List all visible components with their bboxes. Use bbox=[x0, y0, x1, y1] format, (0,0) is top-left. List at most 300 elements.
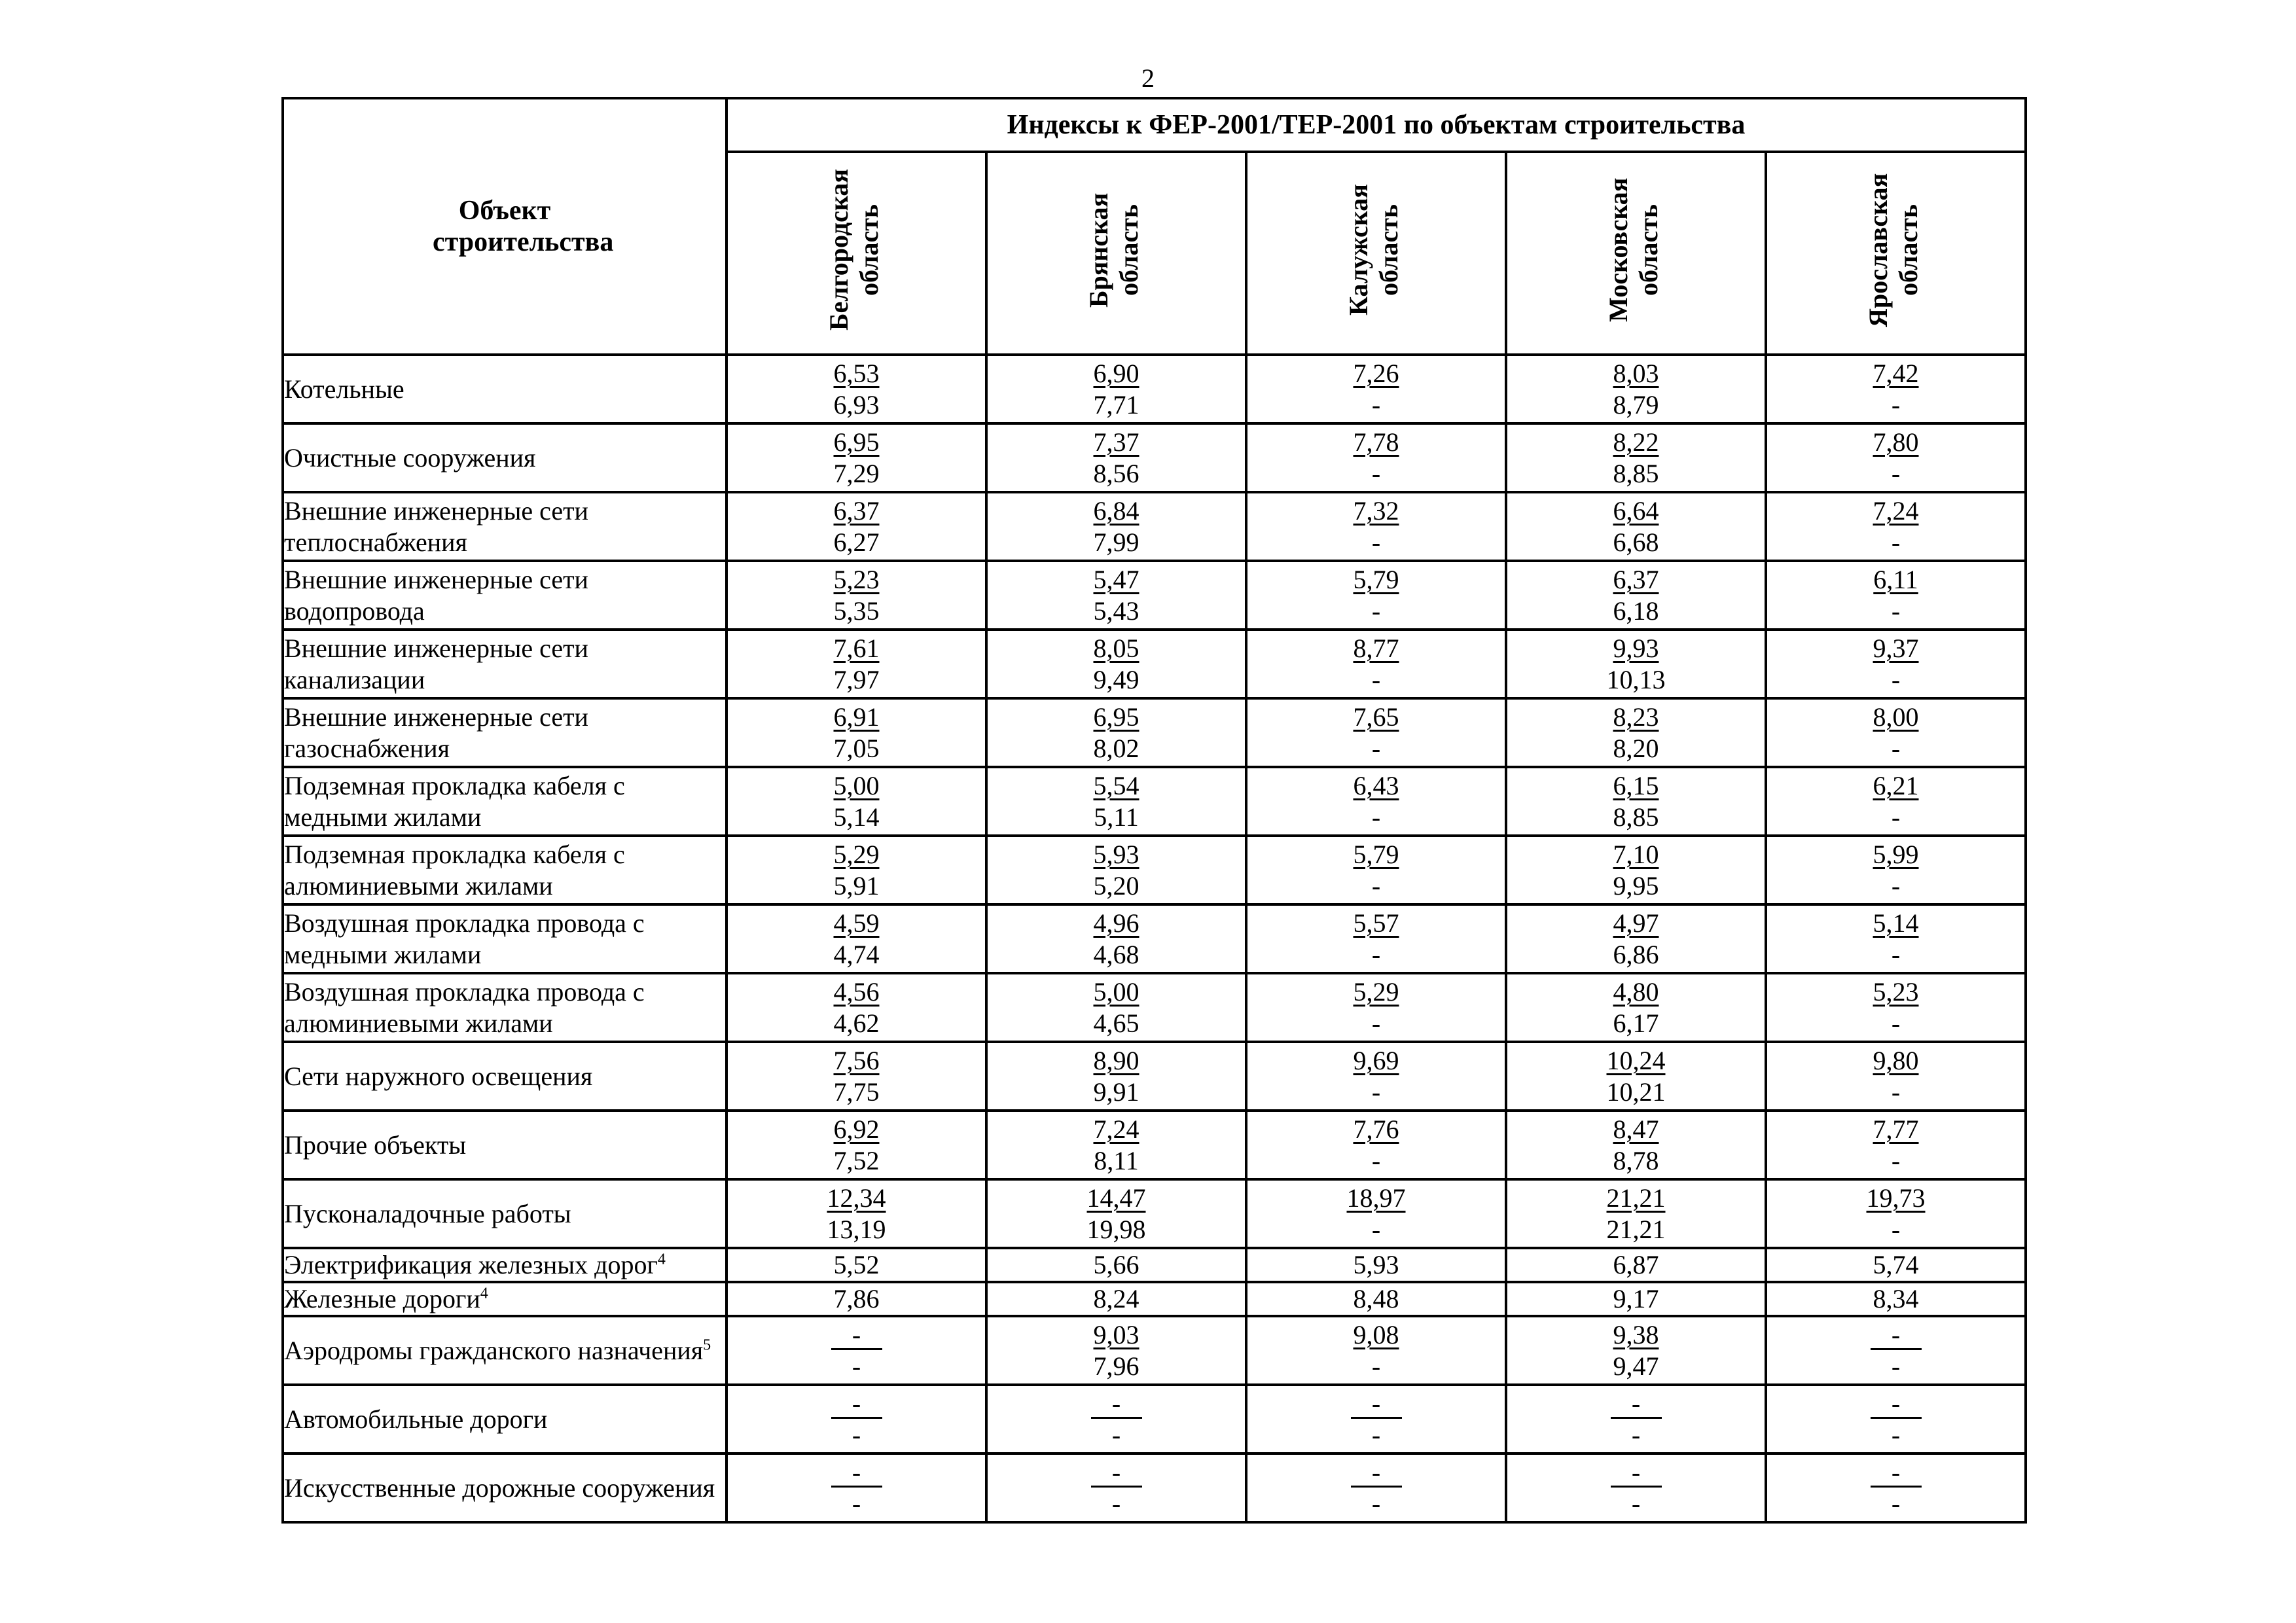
object-name-cell bbox=[283, 836, 726, 904]
index-fer: 9,38 bbox=[1613, 1319, 1659, 1349]
index-fer: 7,80 bbox=[1873, 427, 1919, 457]
index-cell bbox=[1246, 698, 1506, 767]
index-fer: 7,56 bbox=[833, 1045, 880, 1075]
index-cell bbox=[1506, 1179, 1766, 1248]
index-fer: 5,79 bbox=[1353, 564, 1399, 594]
index-cell bbox=[726, 423, 986, 492]
index-cell: 6,87 bbox=[1506, 1248, 1766, 1282]
index-fer: - bbox=[831, 1459, 882, 1488]
index-ter: - bbox=[1891, 1351, 1901, 1381]
index-fer: 9,08 bbox=[1353, 1319, 1399, 1349]
index-cell bbox=[986, 1179, 1246, 1248]
region-label: Ярославская область bbox=[1863, 173, 1923, 327]
index-cell bbox=[1506, 767, 1766, 836]
index-cell bbox=[1506, 1454, 1766, 1522]
index-cell bbox=[986, 1454, 1246, 1522]
index-cell bbox=[1766, 492, 2026, 561]
object-name-cell bbox=[283, 1282, 726, 1316]
index-ter: 4,62 bbox=[833, 1008, 880, 1038]
index-ter: - bbox=[1371, 870, 1381, 901]
index-ter: - bbox=[1371, 1488, 1381, 1518]
index-ter: - bbox=[1891, 1488, 1901, 1518]
index-cell bbox=[1506, 698, 1766, 767]
index-cell bbox=[986, 698, 1246, 767]
index-cell bbox=[986, 1385, 1246, 1454]
index-ter: - bbox=[1111, 1419, 1121, 1450]
index-fer: 6,37 bbox=[833, 495, 880, 526]
object-name-cell bbox=[283, 1248, 726, 1282]
index-ter: - bbox=[1371, 596, 1381, 626]
object-name: Искусственные дорожные сооружения bbox=[284, 1472, 715, 1503]
index-cell bbox=[986, 1316, 1246, 1385]
index-fer: 7,37 bbox=[1093, 427, 1139, 457]
table-row bbox=[283, 1385, 2026, 1454]
index-fer: 4,56 bbox=[833, 976, 880, 1007]
index-cell bbox=[726, 904, 986, 973]
index-ter: - bbox=[1891, 939, 1901, 969]
index-ter: - bbox=[852, 1351, 861, 1381]
index-fer: 7,10 bbox=[1613, 839, 1659, 869]
index-cell bbox=[1766, 767, 2026, 836]
index-fer: 8,05 bbox=[1093, 633, 1139, 663]
index-cell: 5,93 bbox=[1246, 1248, 1506, 1282]
index-ter: - bbox=[1371, 1419, 1381, 1450]
index-ter: 5,35 bbox=[833, 596, 880, 626]
index-ter: 8,02 bbox=[1093, 733, 1139, 763]
index-fer: 6,53 bbox=[833, 358, 880, 388]
index-fer: 7,78 bbox=[1353, 427, 1399, 457]
index-ter: - bbox=[852, 1419, 861, 1450]
index-ter: - bbox=[1891, 1419, 1901, 1450]
table-row bbox=[283, 1042, 2026, 1111]
index-ter: 5,91 bbox=[833, 870, 880, 901]
index-fer: 6,15 bbox=[1613, 770, 1659, 800]
index-cell bbox=[1506, 1316, 1766, 1385]
index-fer: - bbox=[831, 1322, 882, 1350]
index-ter: 8,79 bbox=[1613, 389, 1659, 419]
index-ter: 5,43 bbox=[1093, 596, 1139, 626]
index-ter: 9,49 bbox=[1093, 664, 1139, 694]
index-cell bbox=[1506, 1385, 1766, 1454]
index-fer: 6,43 bbox=[1353, 770, 1399, 800]
index-ter: - bbox=[1891, 527, 1901, 557]
index-ter: 6,93 bbox=[833, 389, 880, 419]
index-cell bbox=[1506, 423, 1766, 492]
index-fer: 12,34 bbox=[827, 1183, 886, 1213]
index-cell bbox=[726, 630, 986, 698]
index-cell: 5,74 bbox=[1766, 1248, 2026, 1282]
index-fer: 9,69 bbox=[1353, 1045, 1399, 1075]
index-ter: 7,52 bbox=[833, 1145, 880, 1175]
index-fer: 5,54 bbox=[1093, 770, 1139, 800]
index-fer: 9,37 bbox=[1873, 633, 1919, 663]
index-cell bbox=[986, 904, 1246, 973]
object-name: Внешние инженерные сети теплоснабжения bbox=[284, 495, 588, 557]
index-cell bbox=[986, 973, 1246, 1042]
table-row bbox=[283, 836, 2026, 904]
index-cell bbox=[1506, 973, 1766, 1042]
index-fer: 9,93 bbox=[1613, 633, 1659, 663]
index-fer: 19,73 bbox=[1866, 1183, 1926, 1213]
table-row bbox=[283, 1111, 2026, 1179]
index-cell: 9,17 bbox=[1506, 1282, 1766, 1316]
index-ter: 9,47 bbox=[1613, 1351, 1659, 1381]
object-name: Электрификация железных дорог bbox=[284, 1250, 658, 1279]
index-ter: 9,95 bbox=[1613, 870, 1659, 901]
index-ter: 7,29 bbox=[833, 458, 880, 488]
index-ter: - bbox=[1891, 802, 1901, 832]
page-number: 2 bbox=[1141, 63, 1155, 93]
index-cell bbox=[1246, 1179, 1506, 1248]
index-cell bbox=[986, 1042, 1246, 1111]
index-fer: - bbox=[1871, 1322, 1922, 1350]
index-ter: 10,21 bbox=[1606, 1077, 1666, 1107]
region-header-moscow bbox=[1506, 152, 1766, 355]
index-cell bbox=[1506, 492, 1766, 561]
index-cell bbox=[726, 698, 986, 767]
index-fer: 5,79 bbox=[1353, 839, 1399, 869]
index-ter: 7,75 bbox=[833, 1077, 880, 1107]
index-ter: 7,99 bbox=[1093, 527, 1139, 557]
index-ter: - bbox=[1891, 870, 1901, 901]
index-cell bbox=[1766, 561, 2026, 630]
index-fer: 7,61 bbox=[833, 633, 880, 663]
region-label: Белгородская область bbox=[823, 169, 884, 331]
index-ter: - bbox=[1891, 1077, 1901, 1107]
object-name: Очистные сооружения bbox=[284, 442, 536, 473]
table-row bbox=[283, 1179, 2026, 1248]
index-cell bbox=[1766, 1385, 2026, 1454]
object-name-cell bbox=[283, 1179, 726, 1248]
object-column-header bbox=[283, 98, 726, 355]
index-ter: - bbox=[1891, 458, 1901, 488]
index-cell bbox=[1246, 423, 1506, 492]
index-fer: 7,42 bbox=[1873, 358, 1919, 388]
index-ter: 6,18 bbox=[1613, 596, 1659, 626]
index-ter: - bbox=[1371, 664, 1381, 694]
index-table bbox=[281, 97, 2027, 1524]
object-name-cell bbox=[283, 423, 726, 492]
index-fer: 4,80 bbox=[1613, 976, 1659, 1007]
footnote-marker: 4 bbox=[657, 1251, 666, 1268]
index-ter: 21,21 bbox=[1606, 1214, 1666, 1244]
object-name: Воздушная прокладка провода с медными жилами bbox=[284, 908, 645, 969]
index-fer: 10,24 bbox=[1606, 1045, 1666, 1075]
index-ter: 8,11 bbox=[1094, 1145, 1139, 1175]
index-fer: - bbox=[1351, 1459, 1402, 1488]
object-name: Железные дороги bbox=[284, 1284, 480, 1313]
index-fer: 7,26 bbox=[1353, 358, 1399, 388]
index-fer: 14,47 bbox=[1086, 1183, 1146, 1213]
index-ter: 6,86 bbox=[1613, 939, 1659, 969]
index-fer: 6,92 bbox=[833, 1114, 880, 1144]
table-row bbox=[283, 1316, 2026, 1385]
index-fer: - bbox=[1091, 1391, 1142, 1419]
object-name: Сети наружного освещения bbox=[284, 1061, 593, 1091]
object-name-cell bbox=[283, 1385, 726, 1454]
index-fer: - bbox=[1871, 1391, 1922, 1419]
index-fer: 5,57 bbox=[1353, 908, 1399, 938]
index-ter: 7,71 bbox=[1093, 389, 1139, 419]
index-fer: 5,29 bbox=[1353, 976, 1399, 1007]
region-header-yaroslavl bbox=[1766, 152, 2026, 355]
index-fer: 6,91 bbox=[833, 702, 880, 732]
index-fer: 4,59 bbox=[833, 908, 880, 938]
index-cell bbox=[726, 973, 986, 1042]
index-ter: - bbox=[1371, 458, 1381, 488]
index-fer: 5,23 bbox=[1873, 976, 1919, 1007]
index-ter: 8,85 bbox=[1613, 458, 1659, 488]
index-ter: 8,20 bbox=[1613, 733, 1659, 763]
index-cell bbox=[1246, 836, 1506, 904]
index-fer: 7,76 bbox=[1353, 1114, 1399, 1144]
object-name-cell bbox=[283, 973, 726, 1042]
index-ter: 5,11 bbox=[1094, 802, 1139, 832]
object-name-cell bbox=[283, 904, 726, 973]
object-name-cell bbox=[283, 355, 726, 423]
index-ter: 10,13 bbox=[1606, 664, 1666, 694]
index-ter: 9,91 bbox=[1093, 1077, 1139, 1107]
index-fer: 8,23 bbox=[1613, 702, 1659, 732]
index-fer: 8,00 bbox=[1873, 702, 1919, 732]
index-ter: - bbox=[1371, 527, 1381, 557]
object-name-cell bbox=[283, 1042, 726, 1111]
object-name-cell bbox=[283, 767, 726, 836]
index-cell bbox=[1766, 1111, 2026, 1179]
index-cell bbox=[726, 1111, 986, 1179]
index-fer: 9,03 bbox=[1093, 1319, 1139, 1349]
index-fer: 6,95 bbox=[1093, 702, 1139, 732]
index-fer: 6,84 bbox=[1093, 495, 1139, 526]
index-fer: 21,21 bbox=[1606, 1183, 1666, 1213]
object-name: Автомобильные дороги bbox=[284, 1404, 548, 1434]
index-cell bbox=[726, 1385, 986, 1454]
index-cell: 7,86 bbox=[726, 1282, 986, 1316]
index-cell bbox=[1766, 630, 2026, 698]
index-fer: - bbox=[1611, 1391, 1662, 1419]
index-ter: - bbox=[1891, 1008, 1901, 1038]
index-cell bbox=[1246, 561, 1506, 630]
region-header-bryansk bbox=[986, 152, 1246, 355]
index-cell bbox=[726, 1454, 986, 1522]
index-ter: - bbox=[1891, 389, 1901, 419]
object-name: Пусконаладочные работы bbox=[284, 1198, 571, 1228]
index-fer: 8,22 bbox=[1613, 427, 1659, 457]
index-ter: 7,05 bbox=[833, 733, 880, 763]
index-ter: 13,19 bbox=[827, 1214, 886, 1244]
object-name-cell bbox=[283, 1316, 726, 1385]
object-name-cell bbox=[283, 698, 726, 767]
index-ter: - bbox=[1631, 1488, 1641, 1518]
index-cell: 8,24 bbox=[986, 1282, 1246, 1316]
index-ter: 4,65 bbox=[1093, 1008, 1139, 1038]
index-cell bbox=[1246, 355, 1506, 423]
index-fer: 6,64 bbox=[1613, 495, 1659, 526]
index-cell bbox=[1506, 561, 1766, 630]
index-ter: - bbox=[1371, 389, 1381, 419]
table-row bbox=[283, 423, 2026, 492]
index-fer: 4,96 bbox=[1093, 908, 1139, 938]
index-fer: 6,95 bbox=[833, 427, 880, 457]
index-cell: 5,52 bbox=[726, 1248, 986, 1282]
index-fer: 7,24 bbox=[1873, 495, 1919, 526]
index-fer: 6,37 bbox=[1613, 564, 1659, 594]
index-ter: - bbox=[1371, 939, 1381, 969]
index-fer: 4,97 bbox=[1613, 908, 1659, 938]
object-name: Котельные bbox=[284, 374, 404, 404]
region-label: Московская область bbox=[1603, 177, 1663, 323]
table-row bbox=[283, 1282, 2026, 1316]
index-cell bbox=[1766, 1454, 2026, 1522]
index-fer: 5,99 bbox=[1873, 839, 1919, 869]
footnote-marker: 4 bbox=[480, 1285, 488, 1302]
index-fer: 8,90 bbox=[1093, 1045, 1139, 1075]
table-row bbox=[283, 355, 2026, 423]
index-cell: 8,34 bbox=[1766, 1282, 2026, 1316]
index-ter: 6,68 bbox=[1613, 527, 1659, 557]
index-cell bbox=[726, 1042, 986, 1111]
object-name: Прочие объекты bbox=[284, 1130, 467, 1160]
object-name: Внешние инженерные сети газоснабжения bbox=[284, 702, 588, 763]
group-header: Индексы к ФЕР-2001/ТЕР-2001 по объектам строительства bbox=[726, 98, 2026, 152]
index-fer: 5,00 bbox=[833, 770, 880, 800]
index-cell bbox=[986, 561, 1246, 630]
index-fer: 7,32 bbox=[1353, 495, 1399, 526]
table-row bbox=[283, 973, 2026, 1042]
index-cell bbox=[1246, 630, 1506, 698]
index-cell bbox=[726, 1316, 986, 1385]
index-cell bbox=[1246, 973, 1506, 1042]
index-cell bbox=[1506, 355, 1766, 423]
index-ter: 4,68 bbox=[1093, 939, 1139, 969]
object-name-cell bbox=[283, 630, 726, 698]
index-fer: 6,21 bbox=[1873, 770, 1919, 800]
index-cell bbox=[1506, 630, 1766, 698]
table-row bbox=[283, 1454, 2026, 1522]
index-cell bbox=[1246, 492, 1506, 561]
index-cell bbox=[1246, 1454, 1506, 1522]
table-row bbox=[283, 492, 2026, 561]
index-ter: - bbox=[1631, 1419, 1641, 1450]
index-cell bbox=[1506, 1111, 1766, 1179]
index-cell bbox=[1246, 767, 1506, 836]
index-cell bbox=[726, 767, 986, 836]
object-name: Внешние инженерные сети канализации bbox=[284, 633, 588, 694]
object-name-cell bbox=[283, 1454, 726, 1522]
region-label: Калужская область bbox=[1343, 184, 1403, 316]
index-cell bbox=[1246, 1111, 1506, 1179]
index-ter: 4,74 bbox=[833, 939, 880, 969]
index-cell bbox=[986, 630, 1246, 698]
index-cell bbox=[726, 492, 986, 561]
index-cell bbox=[1766, 836, 2026, 904]
table-row bbox=[283, 698, 2026, 767]
index-cell bbox=[986, 355, 1246, 423]
table-row bbox=[283, 767, 2026, 836]
object-name: Подземная прокладка кабеля с алюминиевыми жилами bbox=[284, 839, 625, 901]
index-ter: 8,78 bbox=[1613, 1145, 1659, 1175]
index-cell bbox=[1766, 1316, 2026, 1385]
object-name: Внешние инженерные сети водопровода bbox=[284, 564, 588, 626]
index-ter: - bbox=[1371, 1008, 1381, 1038]
index-fer: 8,77 bbox=[1353, 633, 1399, 663]
index-fer: 5,93 bbox=[1093, 839, 1139, 869]
index-cell bbox=[1506, 904, 1766, 973]
index-ter: 7,96 bbox=[1093, 1351, 1139, 1381]
index-fer: - bbox=[1351, 1391, 1402, 1419]
index-ter: 8,56 bbox=[1093, 458, 1139, 488]
index-cell bbox=[986, 492, 1246, 561]
object-name: Аэродромы гражданского назначения bbox=[284, 1335, 704, 1365]
table-body bbox=[283, 355, 2026, 1522]
index-ter: - bbox=[1891, 596, 1901, 626]
index-fer: - bbox=[1871, 1459, 1922, 1488]
index-cell bbox=[986, 423, 1246, 492]
index-cell bbox=[986, 836, 1246, 904]
index-ter: - bbox=[1891, 1145, 1901, 1175]
index-fer: - bbox=[1611, 1459, 1662, 1488]
index-ter: 8,85 bbox=[1613, 802, 1659, 832]
index-cell: 5,66 bbox=[986, 1248, 1246, 1282]
index-cell bbox=[726, 1179, 986, 1248]
index-cell bbox=[1766, 355, 2026, 423]
index-ter: 19,98 bbox=[1086, 1214, 1146, 1244]
index-ter: - bbox=[1891, 1214, 1901, 1244]
object-name: Подземная прокладка кабеля с медными жилами bbox=[284, 770, 625, 832]
object-column-header-text: Объект строительства bbox=[433, 196, 614, 257]
index-ter: - bbox=[1891, 733, 1901, 763]
index-cell bbox=[1766, 973, 2026, 1042]
index-ter: - bbox=[1371, 1351, 1381, 1381]
index-ter: 5,14 bbox=[833, 802, 880, 832]
object-name-cell bbox=[283, 561, 726, 630]
index-cell bbox=[1246, 1042, 1506, 1111]
index-fer: 8,03 bbox=[1613, 358, 1659, 388]
index-fer: 5,47 bbox=[1093, 564, 1139, 594]
index-cell bbox=[1766, 904, 2026, 973]
index-fer: 5,23 bbox=[833, 564, 880, 594]
index-ter: 6,27 bbox=[833, 527, 880, 557]
index-ter: 6,17 bbox=[1613, 1008, 1659, 1038]
index-ter: - bbox=[1111, 1488, 1121, 1518]
object-name-cell bbox=[283, 1111, 726, 1179]
index-cell bbox=[1766, 1042, 2026, 1111]
table-row bbox=[283, 1248, 2026, 1282]
index-ter: - bbox=[1371, 1077, 1381, 1107]
index-ter: 5,20 bbox=[1093, 870, 1139, 901]
index-fer: 5,14 bbox=[1873, 908, 1919, 938]
index-ter: - bbox=[1371, 802, 1381, 832]
index-fer: 7,65 bbox=[1353, 702, 1399, 732]
index-fer: 5,00 bbox=[1093, 976, 1139, 1007]
index-ter: - bbox=[1371, 733, 1381, 763]
index-cell bbox=[986, 1111, 1246, 1179]
index-cell bbox=[1246, 1385, 1506, 1454]
footnote-marker: 5 bbox=[703, 1336, 711, 1354]
index-cell bbox=[986, 767, 1246, 836]
index-ter: - bbox=[1371, 1214, 1381, 1244]
index-fer: 9,80 bbox=[1873, 1045, 1919, 1075]
index-fer: 5,29 bbox=[833, 839, 880, 869]
index-fer: 6,90 bbox=[1093, 358, 1139, 388]
object-name-cell bbox=[283, 492, 726, 561]
table-row bbox=[283, 561, 2026, 630]
index-fer: 6,11 bbox=[1873, 564, 1918, 594]
index-cell bbox=[1766, 423, 2026, 492]
object-name: Воздушная прокладка провода с алюминиевыми жилами bbox=[284, 976, 645, 1038]
region-header-belgorod bbox=[726, 152, 986, 355]
index-cell: 8,48 bbox=[1246, 1282, 1506, 1316]
